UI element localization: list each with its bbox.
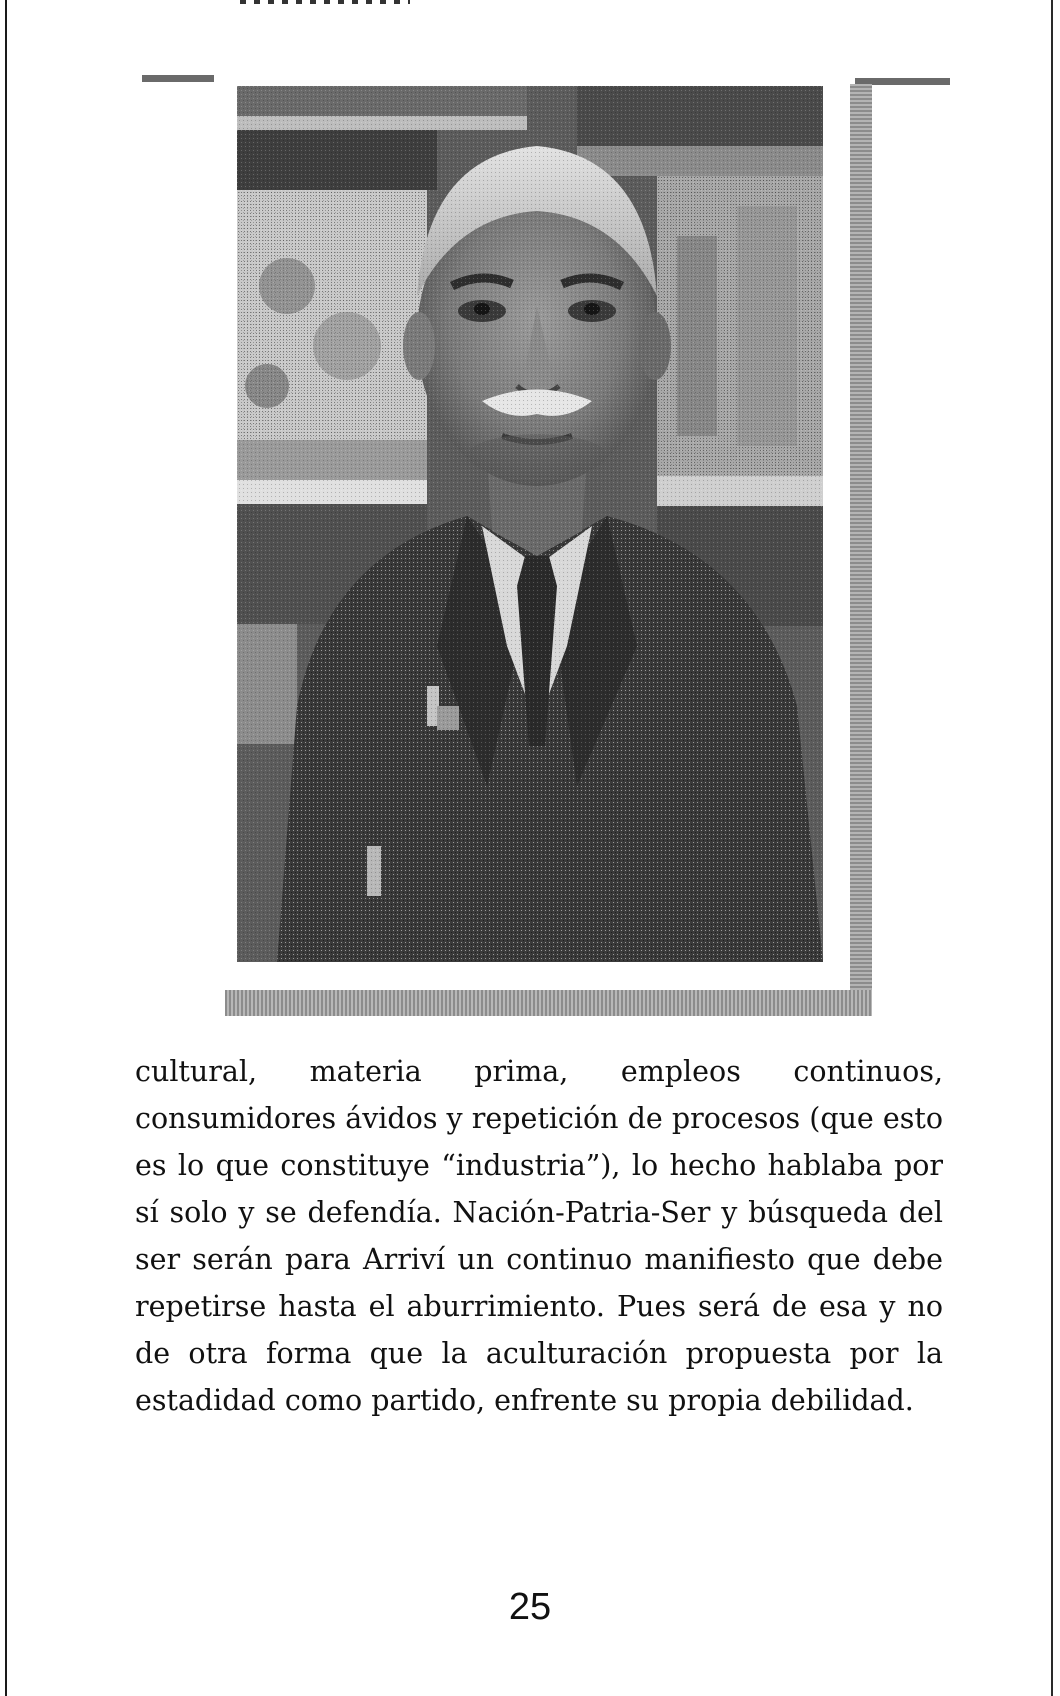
page-edge-right [1051,0,1053,1696]
scan-artifact [240,0,410,4]
page-edge-left [5,0,7,1696]
decorative-rule-left [142,75,214,82]
photo-shadow-bottom [225,990,872,1016]
photo-shadow-right [850,84,872,1016]
portrait-photo [237,86,823,962]
page-number: 25 [508,1586,552,1628]
portrait-illustration [237,86,823,962]
body-paragraph: cultural, materia prima, empleos continuos, consumidores ávidos y repetición de procesos (que esto es lo que constituye “industria”), lo hecho hablaba por sí solo y se defendía. Nación-Patria-Ser y búsqueda del ser serán para Arriví un continuo manifiesto que debe repetirse hasta el aburrimiento. Pues será de esa y no de otra forma que la aculturación propuesta por la estadidad como partido, enfrente su propia debilidad. [135,1055,943,1417]
